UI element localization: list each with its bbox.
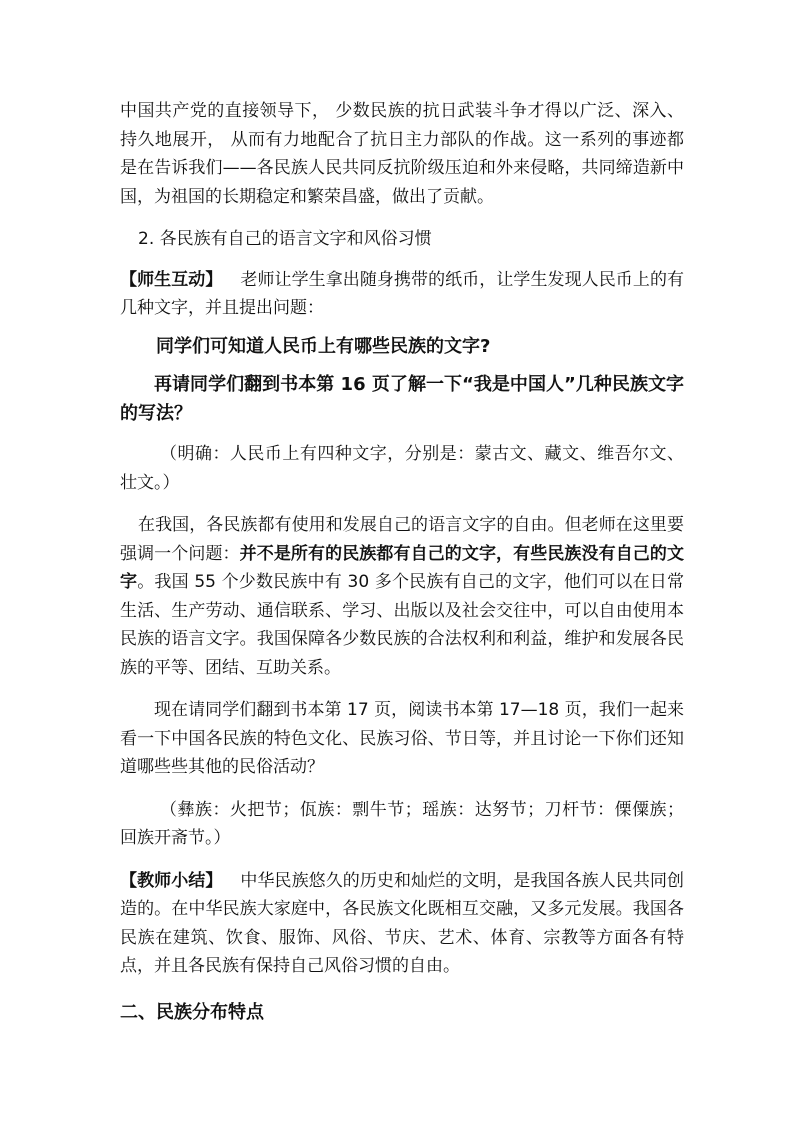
list-item-language-customs: 2. 各民族有自己的语言文字和风俗习惯 [138,229,432,249]
summary-text: 中华民族悠久的历史和灿烂的文明，是我国各族人民共同创造的。在中华民族大家庭中，各民族文化既相互交融，又多元发展。我国各民族在建筑、饮食、服饰、风俗、节庆、艺术、体育、宗教等方面各有特点，并且各民族有保持自己风俗习惯的自由。 [120,870,685,976]
summary-label: 【教师小结】 [120,870,223,891]
question-textbook: 再请同学们翻到书本第 16 页了解一下“我是中国人”几种民族文字的写法？ [120,374,684,424]
language-text-pre: 在我国，各民族都有使用和发展自己的语言文字的自由。但老师在这里要强调一个问题： [120,515,684,564]
paragraph-anti-japanese: 中国共产党的直接领导下， 少数民族的抗日武装斗争才得以广泛、深入、持久地展开， 从而有力地配合了抗日主力部队的作战。这一系列的事迹都是在告诉我们——各民族人民共同反抗阶级压迫和外来侵略，共同缔造新中国，为祖国的长期稳定和繁荣昌盛，做出了贡献。 [120,101,684,207]
clarification-festivals: （彝族：火把节；佤族：剽牛节；瑶族：达努节；刀杆节：傈僳族；回族开斋节。） [120,799,684,848]
language-text-emphasis: 并不是所有的民族都有自己的文字，有些民族没有自己的文字 [120,543,684,592]
paragraph-reading: 现在请同学们翻到书本第 17 页，阅读书本第 17—18 页，我们一起来看一下中国各民族的特色文化、民族习俗、节日等，并且讨论一下你们还知道哪些些其他的民俗活动？ [120,700,684,777]
paragraph-summary [120,867,684,981]
interaction-text: 老师让学生拿出随身携带的纸币，让学生发现人民币上的有几种文字，并且提出问题： [120,269,685,318]
paragraph-language-freedom [120,511,684,682]
paragraph-interaction [120,266,684,323]
interaction-label: 【师生互动】 [120,269,223,290]
section-heading-distribution: 二、民族分布特点 [120,1001,264,1023]
clarification-currency: （明确：人民币上有四种文字，分别是：蒙古文、藏文、维吾尔文、壮文。） [120,444,684,493]
language-text-post: 。我国 55 个少数民族中有 30 多个民族有自己的文字，他们可以在日常生活、生产劳动、通信联系、学习、出版以及社会交往中，可以自由使用本民族的语言文字。我国保障各少数民族的合法权利和利益，维护和发展各民族的平等、团结、互助关系。 [120,572,684,678]
question-currency: 同学们可知道人民币上有哪些民族的文字? [156,335,491,357]
